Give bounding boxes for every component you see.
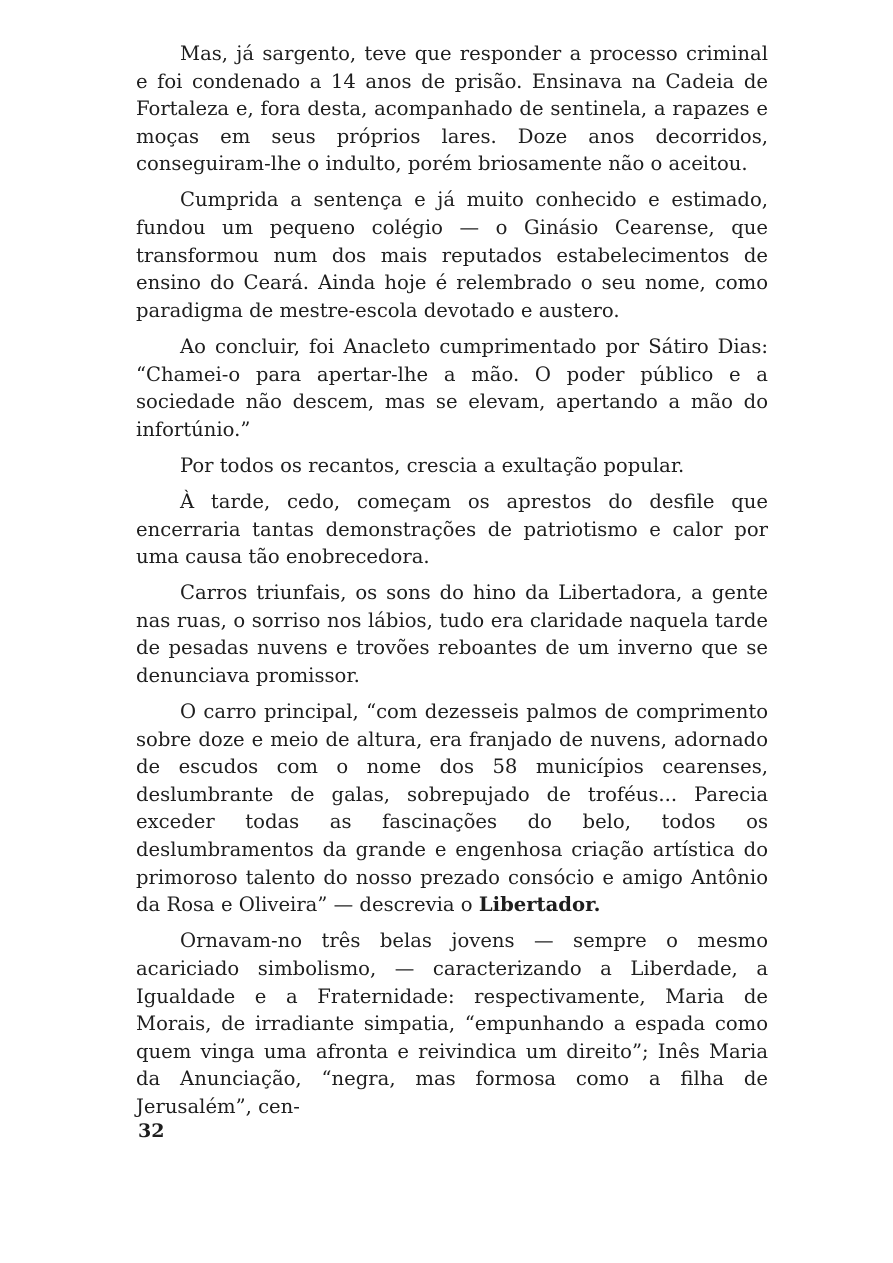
paragraph-7	[136, 698, 768, 919]
paragraph-1: Mas, já sargento, teve que responder a processo criminal e foi condenado a 14 anos de prisão. Ensinava na Cadeia de Fortaleza e, fora desta, acompanhado de sentinela, a rapazes e moças em seus próprios lares. Doze anos decorridos, conseguiram-lhe o indulto, porém briosamente não o aceitou.	[136, 42, 768, 176]
page-number: 32	[138, 1120, 165, 1142]
paragraph-6: Carros triunfais, os sons do hino da Libertadora, a gente nas ruas, o sorriso nos lábios, tudo era claridade naquela tarde de pesadas nuvens e trovões reboantes de um inverno que se denunciava promissor.	[136, 581, 768, 687]
paragraph-7-text: O carro principal, “com dezesseis palmos de comprimento sobre doze e meio de altura, era franjado de nuvens, adornado de escudos com o nome dos 58 municípios cearenses, deslumbrante de galas, sobrepujado de troféus... Parecia exceder todas as fascinações do belo, todos os deslumbramentos da grande e engenhosa criação artística do primoroso talento do nosso prezado consócio e amigo Antônio da Rosa e Oliveira” — descrevia o	[136, 700, 768, 917]
newspaper-name: Libertador.	[478, 893, 601, 917]
paragraph-5: À tarde, cedo, começam os aprestos do desfile que encerraria tantas demonstrações de patriotismo e calor por uma causa tão enobrecedora.	[136, 489, 768, 569]
paragraph-8: Ornavam-no três belas jovens — sempre o mesmo acariciado simbolismo, — caracterizando a Liberdade, a Igualdade e a Fraternidade: respectivamente, Maria de Morais, de irradiante simpatia, “empunhando a espada como quem vinga uma afronta e reivindica um direito”; Inês Maria da Anunciação, “negra, mas formosa como a filha de Jerusalém”, cen-	[136, 929, 768, 1118]
paragraph-2: Cumprida a sentença e já muito conhecido e estimado, fundou um pequeno colégio — o Ginásio Cearense, que transformou num dos mais reputados estabelecimentos de ensino do Ceará. Ainda hoje é relembrado o seu nome, como paradigma de mestre-escola devotado e austero.	[136, 188, 768, 322]
paragraph-3: Ao concluir, foi Anacleto cumprimentado por Sátiro Dias: “Chamei-o para apertar-lhe a mão. O poder público e a sociedade não descem, mas se elevam, apertando a mão do infortúnio.”	[136, 334, 768, 441]
paragraph-4: Por todos os recantos, crescia a exultação popular.	[180, 453, 685, 477]
body-text	[136, 40, 768, 1120]
